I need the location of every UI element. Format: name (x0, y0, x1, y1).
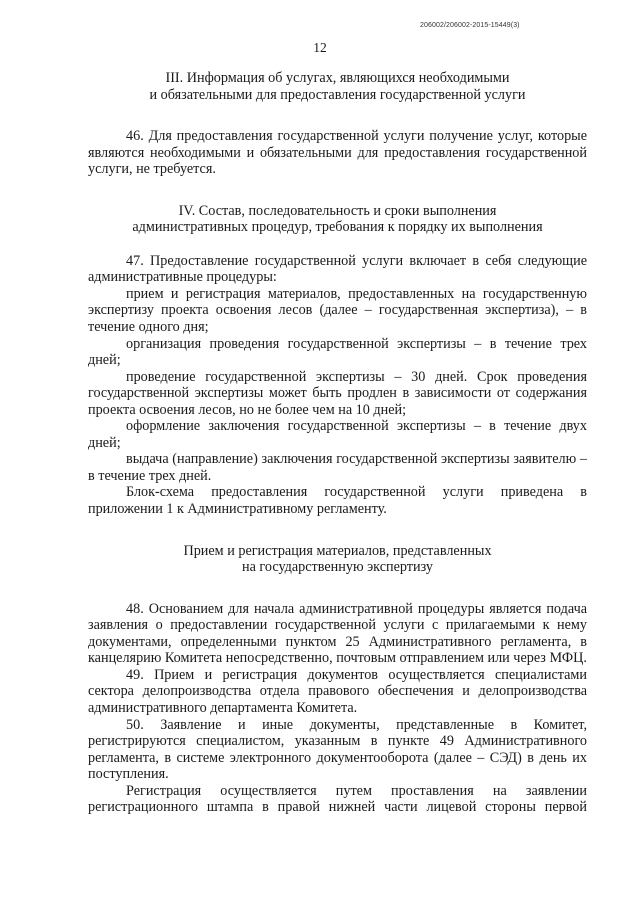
paragraph-50: 50. Заявление и иные документы, представленные в Комитет, регистрируются специалистом, указанным в пункте 49 Административного регламента, в системе электронного документооборота (далее – СЭД) в день их поступления. (88, 716, 587, 783)
page-number: 12 (313, 40, 327, 55)
procedure-item: оформление заключения государственной экспертизы – в течение двух дней; (88, 418, 587, 451)
block-scheme-paragraph: Блок-схема предоставления государственной услуги приведена в приложении 1 к Административному регламенту. (88, 484, 587, 518)
paragraph-49: 49. Прием и регистрация документов осуществляется специалистами сектора делопроизводства отдела правового обеспечения и делопроизводства административного департамента Комитета. (88, 666, 587, 716)
procedure-item: выдача (направление) заключения государственной экспертизы заявителю – в течение трех дней. (88, 451, 587, 484)
paragraph-46: 46. Для предоставления государственной услуги получение услуг, которые являются необходимыми и обязательными для предоставления государственной услуги, не требуется. (88, 128, 587, 178)
procedure-item: прием и регистрация материалов, предоставленных на государственную экспертизу проекта освоения лесов (далее – государственная экспертиза), – в течение одного дня; (88, 285, 587, 336)
section-3-heading-line-2: и обязательными для предоставления государственной услуги (149, 86, 526, 103)
registration-paragraph: Регистрация осуществляется путем проставления на заявлении регистрационного штампа в правой нижней части лицевой стороны первой (88, 782, 587, 816)
procedure-item: организация проведения государственной экспертизы – в течение трех дней; (88, 335, 587, 369)
section-3-heading (88, 70, 587, 103)
subsection-heading (88, 543, 587, 576)
document-id: 206002/206002-2015-15449(3) (420, 22, 520, 29)
procedure-item: проведение государственной экспертизы – 30 дней. Срок проведения государственной экспертизы может быть продлен в зависимости от содержания проекта освоения лесов, но не более чем на 10 дней; (88, 368, 587, 418)
section-3-heading-line-1: III. Информация об услугах, являющихся необходимыми (165, 70, 510, 86)
subsection-heading-line-1: Прием и регистрация материалов, представленных (183, 542, 492, 559)
paragraph-47: 47. Предоставление государственной услуги включает в себя следующие административные процедуры: (88, 252, 587, 286)
document-body (88, 70, 587, 816)
subsection-heading-line-2: на государственную экспертизу (241, 559, 434, 576)
paragraph-48: 48. Основанием для начала административной процедуры является подача заявления о предоставлении государственной услуги с прилагаемыми к нему документами, определенными пунктом 25 Административного регламента, в канцелярию Комитета непосредственно, почтовым отправлением или через МФЦ. (88, 600, 587, 667)
section-4-heading (88, 203, 587, 236)
section-4-heading-line-2: административных процедур, требования к порядку их выполнения (132, 219, 543, 236)
section-4-heading-line-1: IV. Состав, последовательность и сроки выполнения (178, 202, 497, 219)
